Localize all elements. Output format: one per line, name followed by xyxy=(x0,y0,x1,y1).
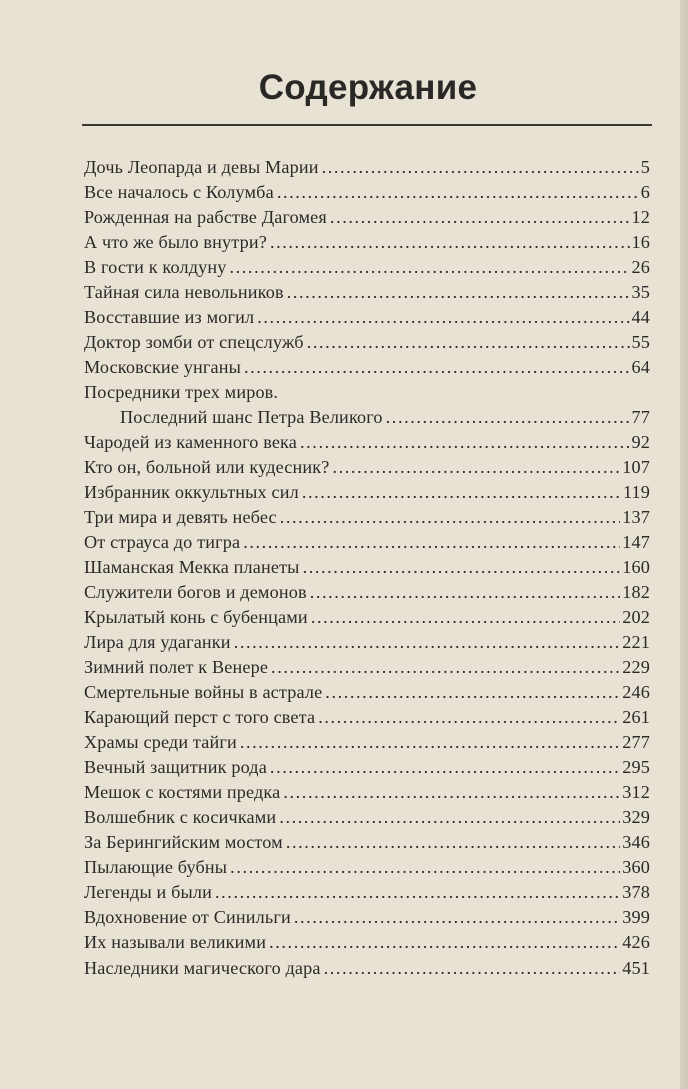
entry-title: В гости к колдуну xyxy=(84,257,227,278)
entry-page-number: 5 xyxy=(640,157,650,177)
toc-entry[interactable] xyxy=(84,730,650,755)
dot-leader xyxy=(271,655,620,680)
dot-leader xyxy=(283,780,620,805)
dot-leader xyxy=(279,805,620,830)
dot-leader xyxy=(257,305,629,330)
toc-entry[interactable] xyxy=(84,855,650,880)
entry-page-number: 137 xyxy=(622,507,650,528)
entry-title: Тайная сила невольников xyxy=(84,282,284,303)
entry-title: Вдохновение от Синильги xyxy=(84,907,291,928)
entry-page-number: 160 xyxy=(622,557,650,578)
dot-leader xyxy=(286,830,620,855)
dot-leader xyxy=(324,956,621,981)
toc-entry[interactable] xyxy=(84,380,650,405)
entry-title: Кто он, больной или кудесник? xyxy=(84,457,330,478)
entry-title: Смертельные войны в астрале xyxy=(84,682,323,703)
entry-page-number: 451 xyxy=(622,957,650,978)
title-rule xyxy=(82,124,652,126)
toc-entry[interactable] xyxy=(84,830,650,855)
entry-page-number: 229 xyxy=(622,657,650,678)
entry-page-number: 261 xyxy=(622,707,650,728)
entry-page-number: 426 xyxy=(622,932,650,953)
toc-entry[interactable] xyxy=(84,255,650,280)
toc-entry[interactable] xyxy=(84,505,650,530)
dot-leader xyxy=(270,755,620,780)
dot-leader xyxy=(310,580,621,605)
entry-title: Три мира и девять небес xyxy=(84,507,277,528)
entry-title: Дочь Леопарда и девы Марии xyxy=(84,157,319,177)
dot-leader xyxy=(269,930,620,955)
entry-page-number: 77 xyxy=(631,407,650,428)
entry-title: Избранник оккультных сил xyxy=(84,482,299,503)
entry-title: Последний шанс Петра Великого xyxy=(120,407,383,428)
entry-title: За Берингийским мостом xyxy=(84,832,283,853)
dot-leader xyxy=(332,455,620,480)
toc-entry[interactable] xyxy=(84,280,650,305)
entry-title: Доктор зомби от спецслужб xyxy=(84,332,304,353)
entry-page-number: 26 xyxy=(631,257,650,278)
page-edge xyxy=(680,0,688,1089)
dot-leader xyxy=(277,180,639,205)
toc-entry[interactable] xyxy=(84,480,650,505)
toc-entry[interactable] xyxy=(84,755,650,780)
entry-page-number: 277 xyxy=(622,732,650,753)
dot-leader xyxy=(307,330,630,355)
entry-page-number: 312 xyxy=(622,782,650,803)
entry-title: Служители богов и демонов xyxy=(84,582,307,603)
dot-leader xyxy=(215,880,620,905)
toc-entry[interactable] xyxy=(84,780,650,805)
toc-entry[interactable] xyxy=(84,180,650,205)
entry-page-number: 295 xyxy=(622,757,650,778)
entry-page-number: 64 xyxy=(631,357,650,378)
entry-page-number: 399 xyxy=(622,907,650,928)
entry-title: Крылатый конь с бубенцами xyxy=(84,607,308,628)
dot-leader xyxy=(302,480,621,505)
entry-page-number: 44 xyxy=(631,307,650,328)
dot-leader xyxy=(300,430,630,455)
toc-entry[interactable] xyxy=(84,805,650,830)
entry-page-number: 182 xyxy=(622,582,650,603)
toc-entry[interactable] xyxy=(84,605,650,630)
toc-entry[interactable] xyxy=(84,330,650,355)
table-of-contents xyxy=(84,155,650,981)
entry-page-number: 119 xyxy=(622,482,650,503)
toc-entry[interactable] xyxy=(84,230,650,255)
dot-leader xyxy=(244,355,630,380)
dot-leader xyxy=(270,230,630,255)
toc-entry[interactable] xyxy=(84,580,650,605)
toc-entry-continuation[interactable] xyxy=(84,405,650,430)
entry-page-number: 360 xyxy=(622,857,650,878)
dot-leader xyxy=(386,405,630,430)
toc-entry[interactable] xyxy=(84,455,650,480)
entry-title: Московские унганы xyxy=(84,357,241,378)
dot-leader xyxy=(311,605,620,630)
entry-page-number: 107 xyxy=(622,457,650,478)
dot-leader xyxy=(229,255,629,280)
entry-page-number: 147 xyxy=(622,532,650,553)
entry-title: Карающий перст с того света xyxy=(84,707,316,728)
toc-entry[interactable] xyxy=(84,430,650,455)
entry-title: Наследники магического дара xyxy=(84,957,321,978)
entry-page-number: 35 xyxy=(631,282,650,303)
toc-entry[interactable] xyxy=(84,880,650,905)
toc-entry[interactable] xyxy=(84,305,650,330)
dot-leader xyxy=(330,205,630,230)
dot-leader xyxy=(230,855,620,880)
dot-leader xyxy=(322,155,639,180)
dot-leader xyxy=(240,730,620,755)
entry-title: Вечный защитник рода xyxy=(84,757,267,778)
entry-title: Их называли великими xyxy=(84,932,267,953)
toc-entry[interactable] xyxy=(84,905,650,930)
toc-entry[interactable] xyxy=(84,956,650,981)
entry-title: Волшебник с косичками xyxy=(84,807,277,828)
toc-entry[interactable] xyxy=(84,355,650,380)
dot-leader xyxy=(303,555,621,580)
dot-leader xyxy=(280,505,621,530)
toc-entry[interactable] xyxy=(84,655,650,680)
dot-leader xyxy=(318,705,620,730)
entry-page-number: 16 xyxy=(631,232,650,253)
entry-title: Все началось с Колумба xyxy=(84,182,274,203)
dot-leader xyxy=(243,530,620,555)
entry-page-number: 12 xyxy=(631,207,650,228)
entry-page-number: 202 xyxy=(622,607,650,628)
toc-entry[interactable] xyxy=(84,705,650,730)
entry-page-number: 246 xyxy=(622,682,650,703)
entry-page-number: 346 xyxy=(622,832,650,853)
entry-page-number: 378 xyxy=(622,882,650,903)
entry-page-number: 55 xyxy=(631,332,650,353)
dot-leader xyxy=(294,905,620,930)
entry-title: Шаманская Мекка планеты xyxy=(84,557,300,578)
toc-entry[interactable] xyxy=(84,930,650,955)
entry-title: Посредники трех миров. xyxy=(84,382,279,403)
toc-entry[interactable] xyxy=(84,555,650,580)
dot-leader xyxy=(287,280,630,305)
entry-title: Легенды и были xyxy=(84,882,212,903)
entry-page-number: 92 xyxy=(631,432,650,453)
entry-title: Рожденная на рабстве Дагомея xyxy=(84,207,327,228)
entry-page-number: 6 xyxy=(640,182,650,203)
entry-title: Мешок с костями предка xyxy=(84,782,281,803)
toc-entry[interactable] xyxy=(84,530,650,555)
entry-title: Лира для удаганки xyxy=(84,632,231,653)
page-title: Содержание xyxy=(258,68,478,107)
toc-entry[interactable] xyxy=(84,155,650,180)
entry-title: Храмы среди тайги xyxy=(84,732,237,753)
entry-page-number: 221 xyxy=(622,632,650,653)
dot-leader xyxy=(234,630,621,655)
entry-title: От страуса до тигра xyxy=(84,532,241,553)
entry-title: Зимний полет к Венере xyxy=(84,657,269,678)
toc-entry[interactable] xyxy=(84,680,650,705)
toc-entry[interactable] xyxy=(84,205,650,230)
entry-title: Пылающие бубны xyxy=(84,857,228,878)
entry-title: А что же было внутри? xyxy=(84,232,267,253)
entry-title: Восставшие из могил xyxy=(84,307,255,328)
toc-entry[interactable] xyxy=(84,630,650,655)
entry-title: Чародей из каменного века xyxy=(84,432,297,453)
dot-leader xyxy=(325,680,620,705)
entry-page-number: 329 xyxy=(622,807,650,828)
